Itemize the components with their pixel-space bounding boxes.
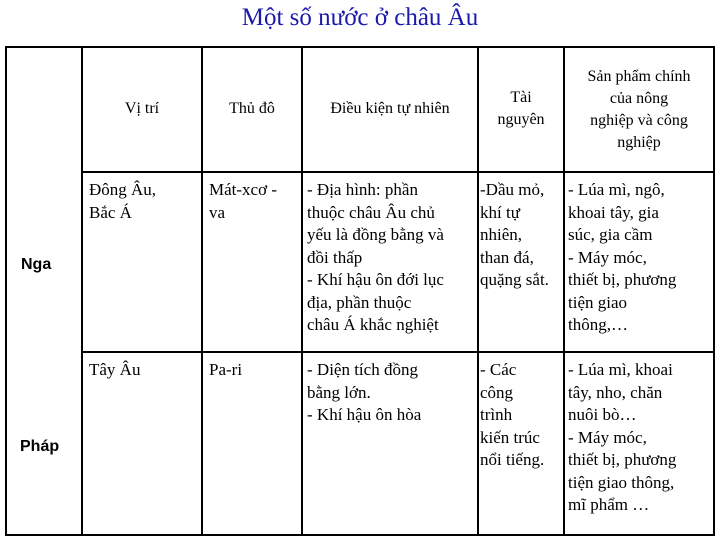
nga-resources: -Dầu mỏ, khí tự nhiên, than đá, quặng sắt. — [480, 180, 549, 289]
phap-products: - Lúa mì, khoai tây, nho, chăn nuôi bò… - Máy móc, thiết bị, phương tiện giao thông, mĩ phẩm … — [568, 360, 677, 514]
page-title: Một số nước ở châu Âu — [241, 4, 479, 31]
nga-capital: Mát-xcơ - va — [209, 180, 277, 222]
nga-nature: - Địa hình: phần thuộc châu Âu chủ yếu là đồng bằng và đồi thấp - Khí hậu ôn đới lục địa, phần thuộc châu Á khắc nghiệt — [307, 180, 444, 334]
table-bottom-border — [5, 534, 715, 536]
countries-table — [5, 46, 715, 536]
nga-location: Đông Âu, Bắc Á — [89, 180, 157, 222]
phap-location: Tây Âu — [89, 360, 141, 379]
table-right-border — [713, 46, 715, 536]
phap-nature: - Diện tích đồng bằng lớn. - Khí hậu ôn hòa — [307, 360, 422, 424]
header-nature: Điều kiện tự nhiên — [330, 100, 450, 117]
phap-resources: - Các công trình kiến trúc nổi tiếng. — [480, 360, 545, 469]
row-divider — [81, 351, 715, 353]
header-location: Vị trí — [124, 100, 160, 117]
phap-capital: Pa-ri — [209, 360, 243, 379]
header-products: Sản phẩm chính của nông nghiệp và công nghiệp — [587, 68, 691, 151]
header-resources: Tài nguyên — [497, 89, 545, 128]
header-bottom-border — [81, 171, 715, 173]
table-left-border — [5, 46, 7, 536]
table-top-border — [5, 46, 715, 48]
nga-products: - Lúa mì, ngô, khoai tây, gia súc, gia cầm - Máy móc, thiết bị, phương tiện giao thông,… — [568, 180, 677, 334]
header-capital: Thủ đô — [229, 100, 275, 117]
row-label-phap: Pháp — [20, 438, 60, 455]
row-label-nga: Nga — [21, 256, 52, 273]
